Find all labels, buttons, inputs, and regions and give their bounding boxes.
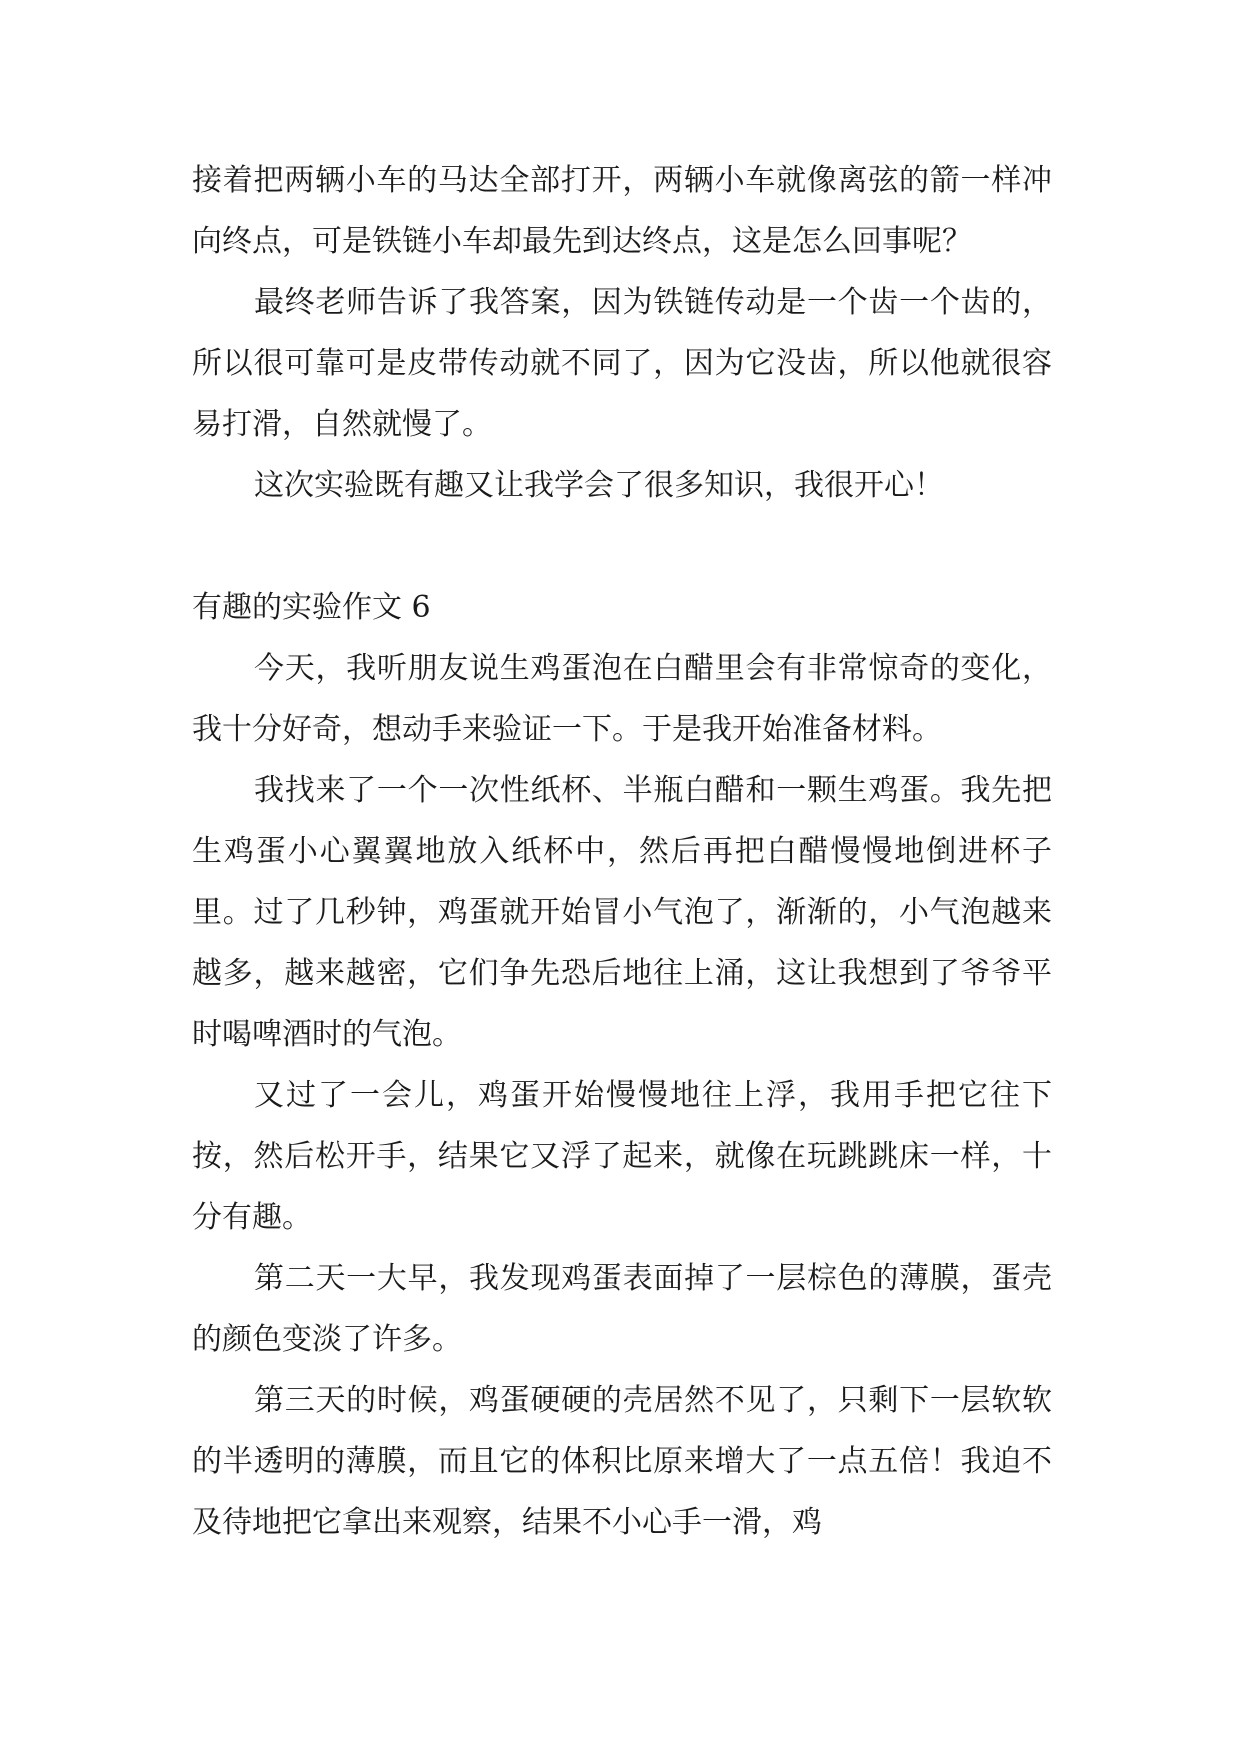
paragraph: 第二天一大早，我发现鸡蛋表面掉了一层棕色的薄膜，蛋壳的颜色变淡了许多。 [192, 1261, 1052, 1357]
paragraph: 这次实验既有趣又让我学会了很多知识，我很开心！ [254, 468, 944, 503]
paragraph: 我找来了一个一次性纸杯、半瓶白醋和一颗生鸡蛋。我先把生鸡蛋小心翼翼地放入纸杯中，然后再把白醋慢慢地倒进杯子里。过了几秒钟，鸡蛋就开始冒小气泡了，渐渐的，小气泡越来越多，越来越密，它们争先恐后地往上涌，这让我想到了爷爷平时喝啤酒时的气泡。 [192, 773, 1052, 1052]
section-title: 有趣的实验作文 6 [192, 590, 431, 625]
section-spacer [192, 516, 1052, 577]
document-body [192, 150, 1052, 1553]
paragraph: 又过了一会儿，鸡蛋开始慢慢地往上浮，我用手把它往下按，然后松开手，结果它又浮了起来，就像在玩跳跳床一样，十分有趣。 [192, 1078, 1052, 1235]
paragraph-continuation: 接着把两辆小车的马达全部打开，两辆小车就像离弦的箭一样冲向终点，可是铁链小车却最先到达终点，这是怎么回事呢？ [192, 163, 1052, 259]
paragraph: 今天，我听朋友说生鸡蛋泡在白醋里会有非常惊奇的变化，我十分好奇，想动手来验证一下。于是我开始准备材料。 [192, 651, 1052, 747]
paragraph: 第三天的时候，鸡蛋硬硬的壳居然不见了，只剩下一层软软的半透明的薄膜，而且它的体积比原来增大了一点五倍！我迫不及待地把它拿出来观察，结果不小心手一滑，鸡 [192, 1383, 1052, 1540]
paragraph: 最终老师告诉了我答案，因为铁链传动是一个齿一个齿的，所以很可靠可是皮带传动就不同了，因为它没齿，所以他就很容易打滑，自然就慢了。 [192, 285, 1052, 442]
